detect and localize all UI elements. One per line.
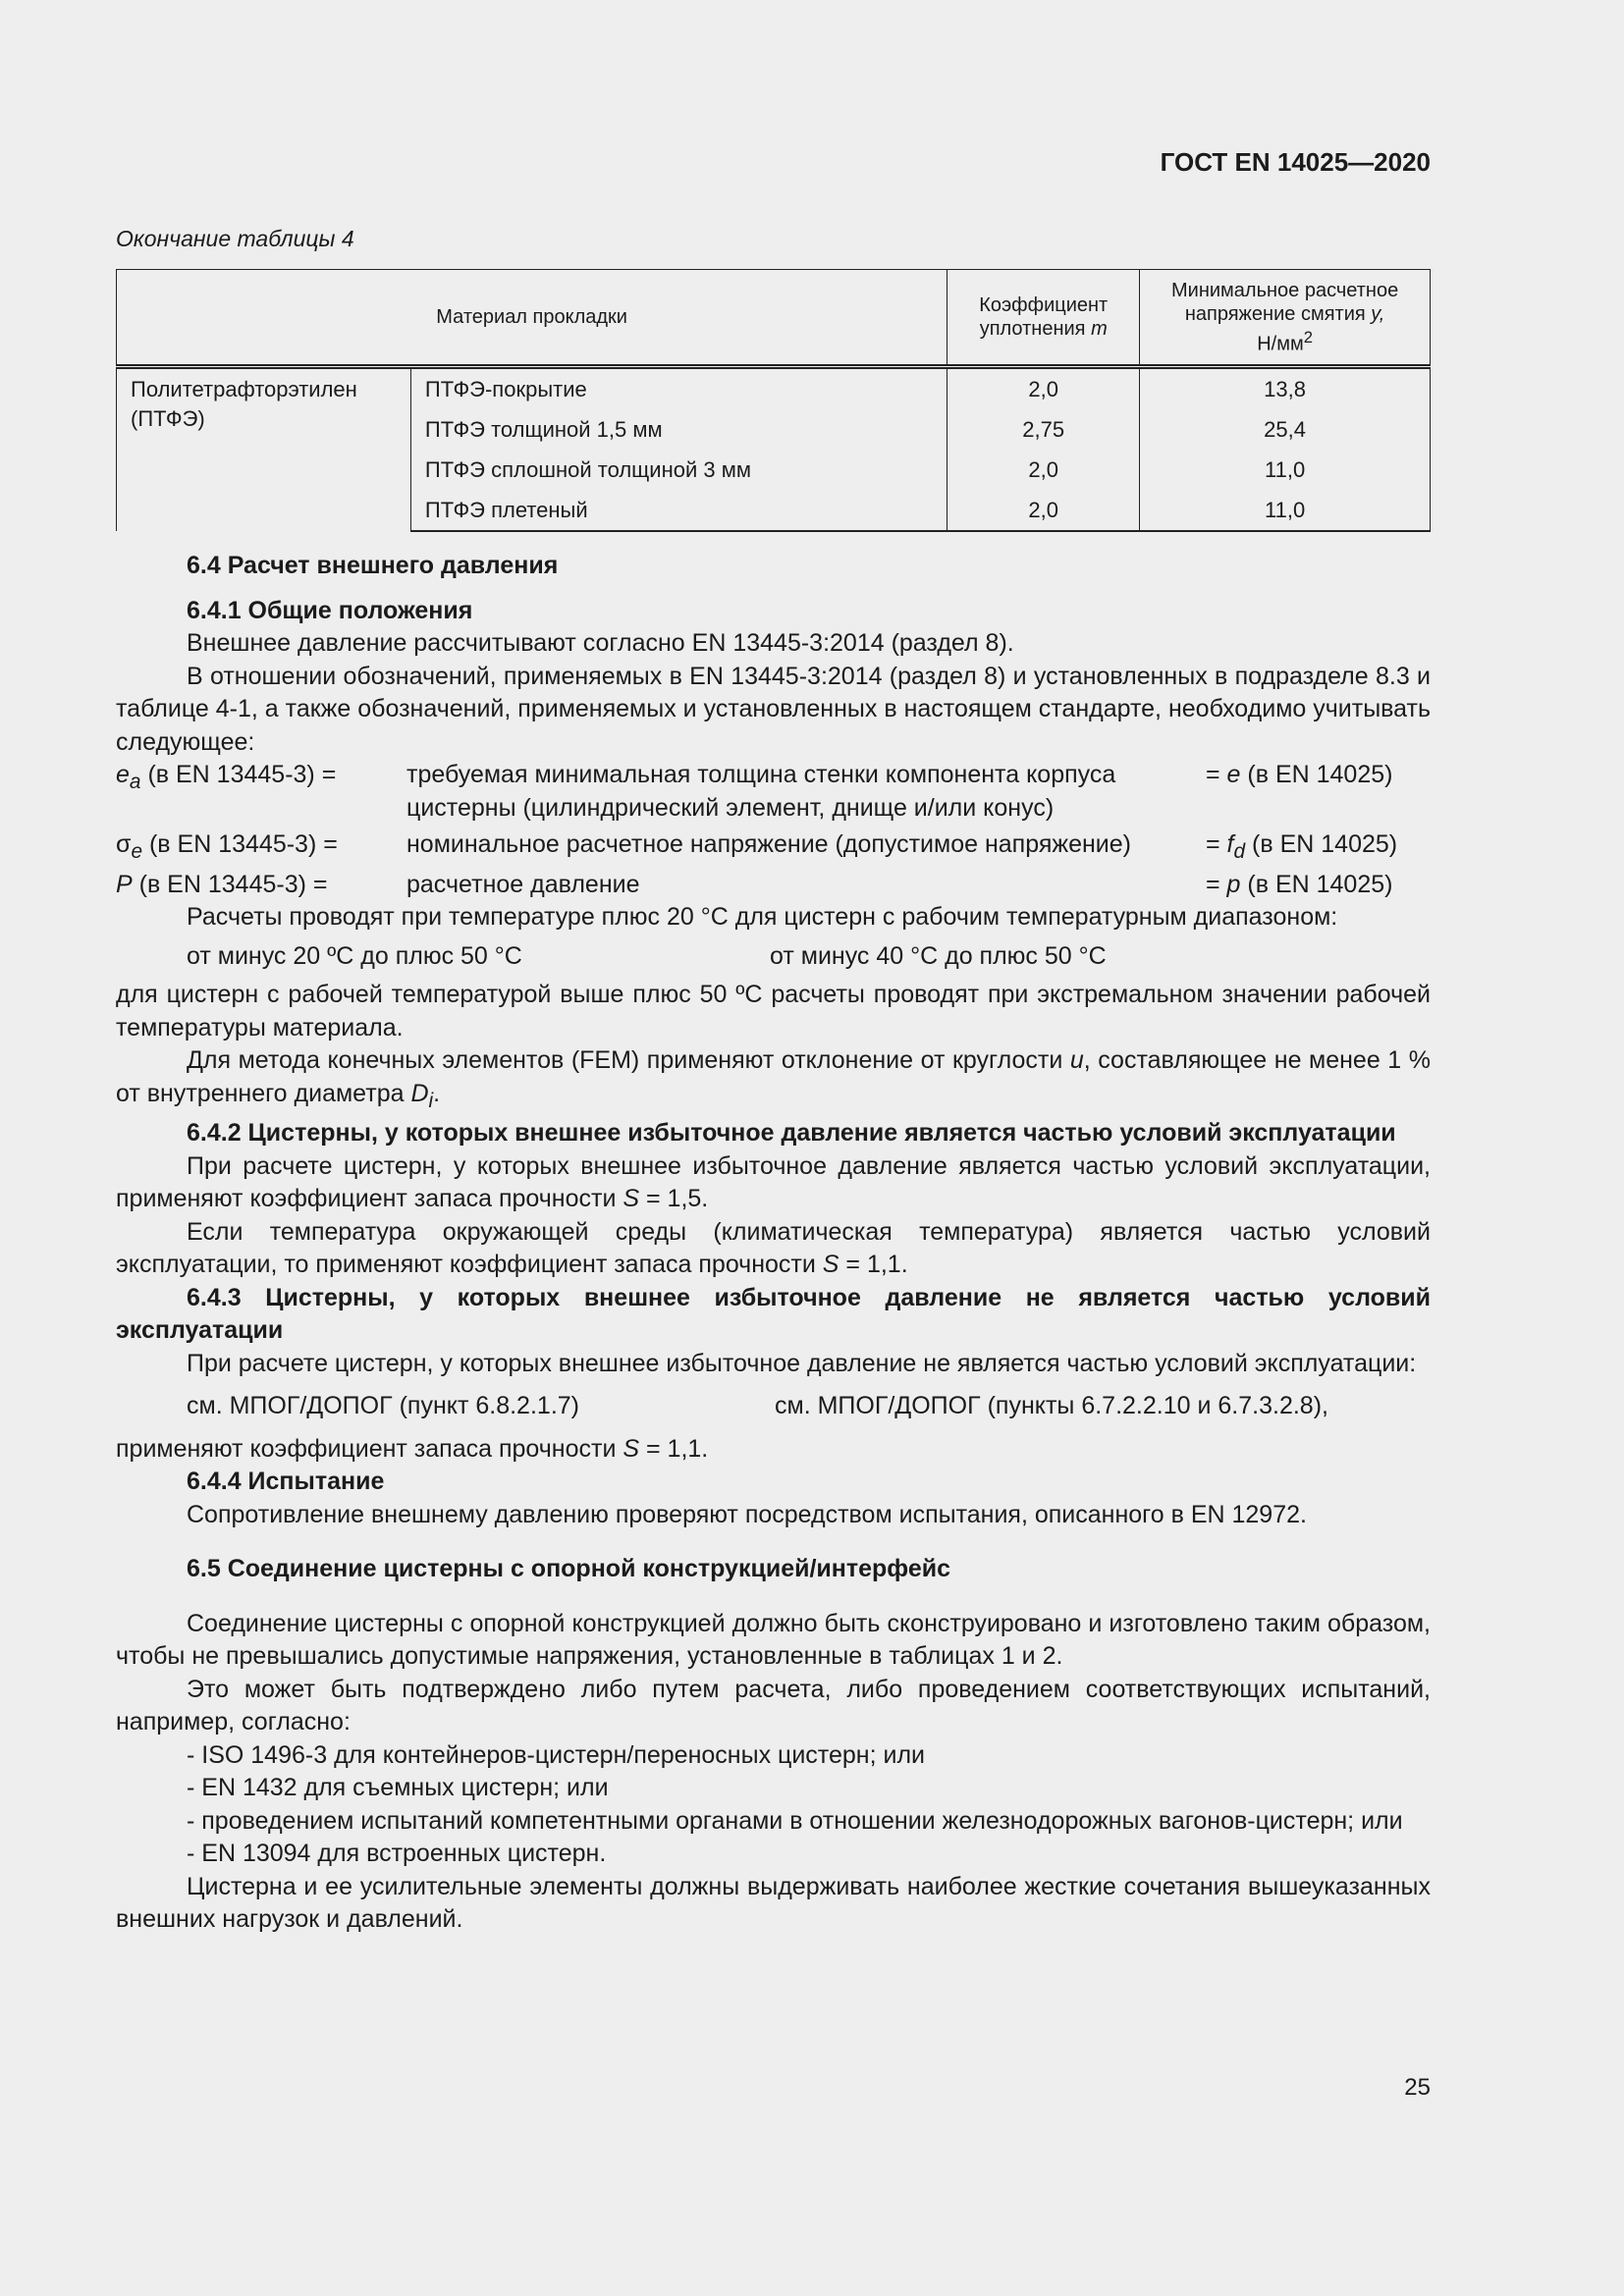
def-eq: =: [1206, 870, 1227, 898]
document-code: ГОСТ EN 14025—2020: [1160, 147, 1431, 177]
row-m: 2,0: [947, 450, 1140, 490]
header-material: [117, 270, 947, 367]
def-sym: P: [116, 870, 133, 898]
def-symbol: [116, 869, 406, 902]
paragraph: для цистерн с рабочей температурой выше плюс 50 ºС расчеты проводят при экстремальном значении рабочей температуры материала.: [116, 981, 1431, 1041]
paragraph: Это может быть подтверждено либо путем расчета, либо проведением соответствующих испытаний, например, согласно:: [116, 1675, 1431, 1735]
section-6-4-3-title: 6.4.3 Цистерны, у которых внешнее избыточное давление не является частью условий эксплуатации: [116, 1283, 1431, 1344]
row-name: ПТФЭ-покрытие: [410, 367, 947, 410]
section-6-4-1-title: 6.4.1 Общие положения: [187, 596, 473, 624]
def-eq: =: [1206, 830, 1227, 858]
var-d-sub: i: [428, 1089, 434, 1112]
def-equivalent: [1206, 869, 1431, 902]
document-body: [116, 550, 1431, 1937]
row-name: ПТФЭ сплошной толщиной 3 мм: [410, 450, 947, 490]
header-coef-var: m: [1091, 318, 1108, 340]
row-m: 2,0: [947, 490, 1140, 531]
list-item: - ISO 1496-3 для контейнеров-цистерн/переносных цистерн; или: [187, 1740, 925, 1769]
def-eq-src: (в EN 14025): [1240, 761, 1393, 788]
paragraph: Цистерна и ее усилительные элементы должны выдерживать наиболее жесткие сочетания вышеуказанных внешних нагрузок и давлений.: [116, 1872, 1431, 1933]
def-sym: σ: [116, 830, 132, 858]
paragraph: Соединение цистерны с опорной конструкцией должно быть сконструировано и изготовлено таким образом, чтобы не превышались допустимые напряжения, установленные в таблицах 1 и 2.: [116, 1609, 1431, 1670]
table-row: [117, 367, 1431, 410]
def-description: расчетное давление: [406, 870, 640, 898]
paragraph: В отношении обозначений, применяемых в EN 13445-3:2014 (раздел 8) и установленных в подразделе 8.3 и таблице 4-1, а также обозначений, применяемых и установленных в настоящем стандарте, необходимо учитывать следующее:: [116, 662, 1431, 756]
row-name: ПТФЭ плетеный: [410, 490, 947, 531]
temperature-range-1: от минус 20 ºС до плюс 50 °С: [187, 941, 522, 970]
reference-columns: [116, 1390, 1431, 1423]
row-y: 11,0: [1140, 490, 1431, 531]
paragraph: [116, 1044, 1431, 1117]
def-eq-src: (в EN 14025): [1240, 870, 1393, 898]
paragraph: [116, 1150, 1431, 1216]
definition-list: [116, 759, 1431, 901]
paragraph: [116, 1216, 1431, 1282]
var-d: D: [410, 1079, 429, 1107]
def-description: номинальное расчетное напряжение (допустимое напряжение): [406, 830, 1132, 858]
header-material-text: Материал прокладки: [436, 306, 627, 328]
def-eq-sym: e: [1226, 761, 1241, 788]
paragraph: Внешнее давление рассчитывают согласно EN 13445-3:2014 (раздел 8).: [187, 629, 1014, 657]
def-description: требуемая минимальная толщина стенки компонента корпуса цистерны (цилиндрический элемент, днище и/или конус): [406, 761, 1116, 822]
paragraph: Расчеты проводят при температуре плюс 20 °С для цистерн с рабочим температурным диапазоном:: [187, 903, 1338, 931]
list-item: - проведением испытаний компетентными органами в отношении железнодорожных вагонов-цистерн; или: [187, 1806, 1403, 1835]
row-name: ПТФЭ толщиной 1,5 мм: [410, 409, 947, 450]
header-stress: [1140, 270, 1431, 367]
header-stress-unit: Н/мм: [1257, 333, 1304, 355]
section-6-4-2-title: 6.4.2 Цистерны, у которых внешнее избыточное давление является частью условий эксплуатации: [187, 1119, 1396, 1147]
table-header-row: [117, 270, 1431, 367]
paragraph: [116, 1433, 1431, 1467]
table-caption: Окончание таблицы 4: [116, 226, 354, 251]
list-item: - EN 13094 для встроенных цистерн.: [187, 1840, 607, 1867]
header-stress-line2: напряжение смятия: [1184, 302, 1366, 325]
gasket-table: [116, 269, 1431, 532]
section-6-4-4-title: 6.4.4 Испытание: [187, 1468, 385, 1495]
def-eq-sub: d: [1233, 840, 1246, 863]
reference-1: см. МПОГ/ДОПОГ (пункт 6.8.2.1.7): [187, 1392, 579, 1419]
def-symbol: [116, 759, 406, 825]
header-stress-unit-sup: 2: [1303, 327, 1313, 347]
paragraph: Сопротивление внешнему давлению проверяют посредством испытания, описанного в EN 12972.: [187, 1500, 1307, 1528]
row-m: 2,75: [947, 409, 1140, 450]
def-eq-sym: f: [1226, 830, 1234, 858]
paragraph: При расчете цистерн, у которых внешнее избыточное давление не является частью условий эксплуатации:: [187, 1349, 1417, 1377]
row-m: 2,0: [947, 367, 1140, 410]
text-span: , составляющее не менее 1 % от внутреннего диаметра: [116, 1046, 1431, 1107]
def-eq-sym: p: [1226, 870, 1241, 898]
reference-2: см. МПОГ/ДОПОГ (пункты 6.7.2.2.10 и 6.7.3.2.8),: [775, 1392, 1328, 1419]
row-y: 11,0: [1140, 450, 1431, 490]
var-s: S: [623, 1434, 640, 1463]
def-sub: a: [129, 771, 141, 793]
def-sub: e: [131, 840, 143, 863]
def-sym: e: [116, 761, 130, 788]
def-symbol: [116, 828, 406, 869]
material-group: Политетрафторэтилен (ПТФЭ): [117, 367, 411, 532]
text-span: = 1,5.: [639, 1185, 709, 1212]
var-s: S: [822, 1251, 839, 1278]
text-span: = 1,1.: [639, 1434, 709, 1463]
row-y: 25,4: [1140, 409, 1431, 450]
def-eq-src: (в EN 14025): [1245, 830, 1398, 858]
def-equivalent: [1206, 828, 1431, 869]
list-item: - EN 1432 для съемных цистерн; или: [187, 1774, 609, 1801]
def-src: (в EN 13445-3) =: [132, 870, 328, 898]
section-6-4-title: 6.4 Расчет внешнего давления: [187, 552, 559, 579]
text-span: применяют коэффициент запаса прочности: [116, 1434, 623, 1463]
header-stress-line1: Минимальное расчетное: [1170, 279, 1399, 301]
header-stress-var: y,: [1371, 302, 1385, 325]
header-coef: [947, 270, 1140, 367]
def-equivalent: [1206, 759, 1431, 825]
text-span: .: [433, 1079, 441, 1107]
page-number: 25: [1404, 2074, 1431, 2101]
section-6-5-title: 6.5 Соединение цистерны с опорной конструкцией/интерфейс: [187, 1555, 951, 1582]
def-src: (в EN 13445-3) =: [140, 761, 337, 788]
def-eq: =: [1206, 761, 1227, 788]
text-span: = 1,1.: [839, 1251, 908, 1278]
text-span: Если температура окружающей среды (климатическая температура) является частью условий эксплуатации, то применяют коэффициент запаса прочности: [116, 1217, 1431, 1278]
var-s: S: [623, 1185, 640, 1212]
text-span: При расчете цистерн, у которых внешнее избыточное давление является частью условий эксплуатации, применяют коэффициент запаса прочности: [116, 1151, 1431, 1212]
row-y: 13,8: [1140, 367, 1431, 410]
def-src: (в EN 13445-3) =: [142, 830, 338, 858]
header-coef-text: Коэффициент уплотнения: [979, 294, 1109, 340]
temperature-ranges: [116, 940, 1431, 974]
temperature-range-2: от минус 40 °С до плюс 50 °С: [770, 941, 1107, 970]
var-u: u: [1069, 1046, 1084, 1074]
text-span: Для метода конечных элементов (FEM) применяют отклонение от круглости: [187, 1046, 1070, 1074]
